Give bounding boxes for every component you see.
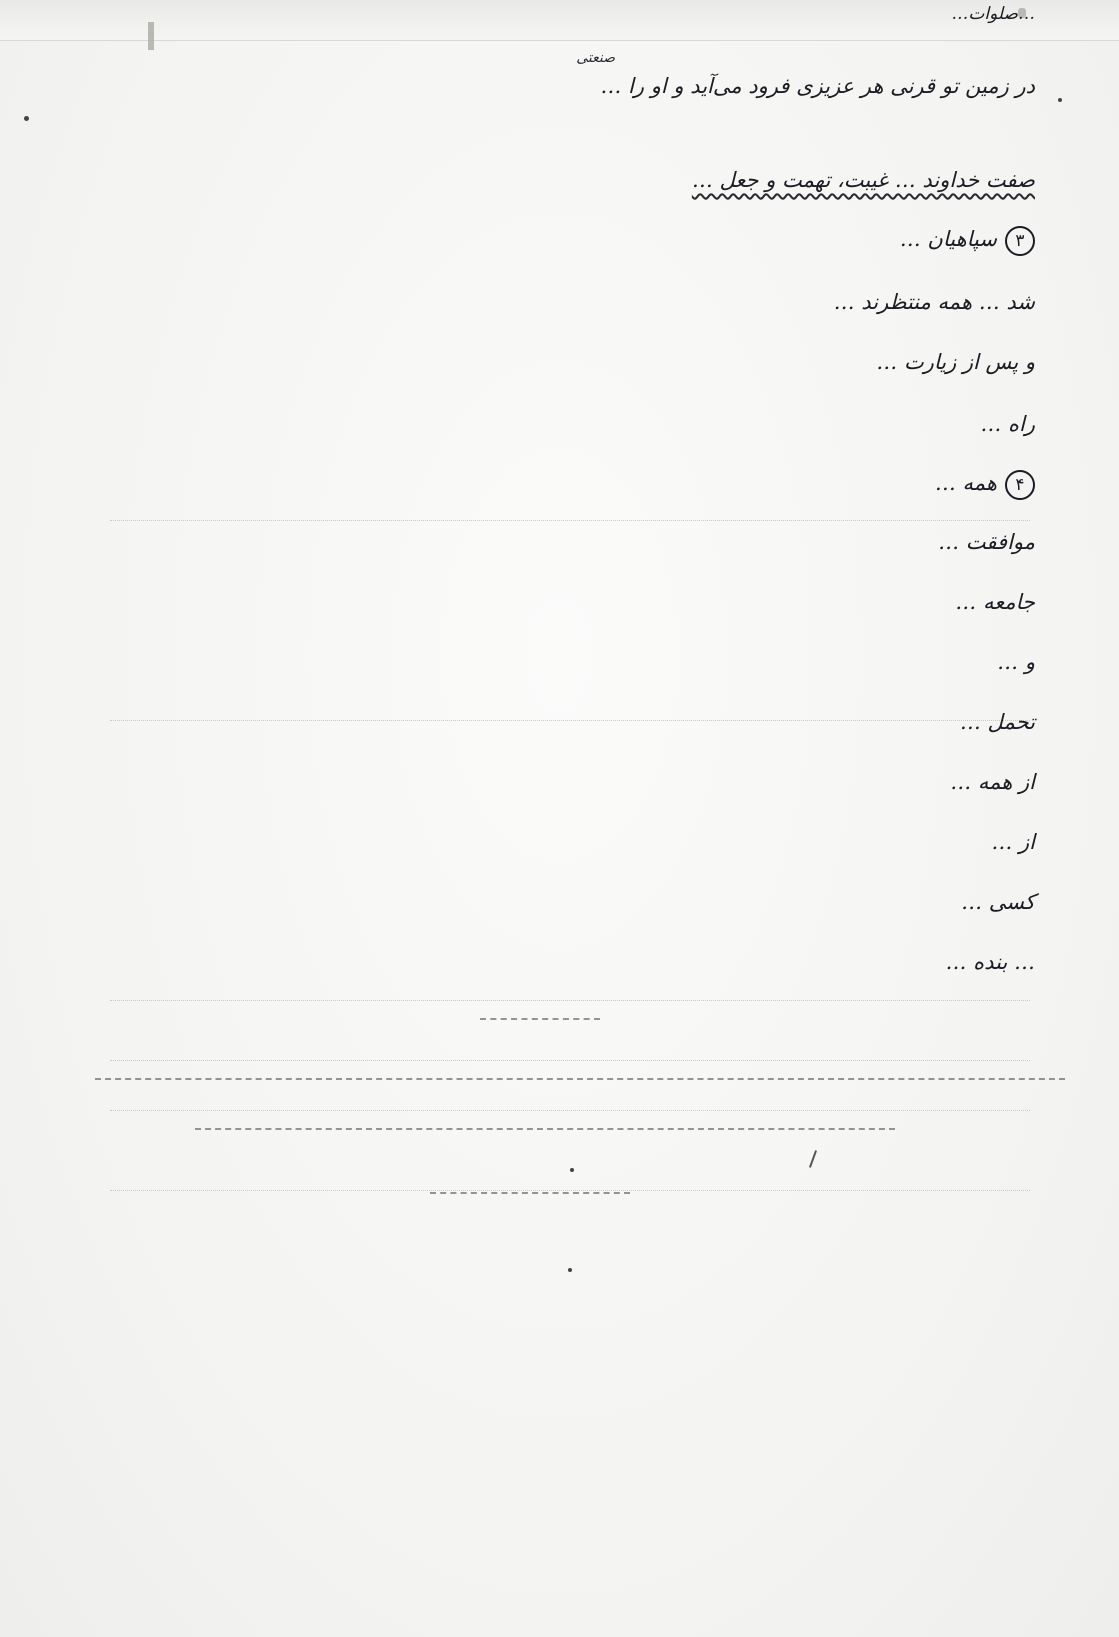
pen-stroke [809, 1150, 817, 1168]
closing-dash-line [430, 1192, 630, 1194]
staple-mark [148, 22, 154, 50]
letter-line-9: جامعه … [955, 590, 1035, 614]
top-cut-line: …صلوات… [951, 4, 1035, 24]
interlinear-insertion: صنعتی [576, 50, 615, 66]
letter-line-5: و پس از زیارت … [876, 350, 1035, 374]
ink-speck [568, 1268, 572, 1272]
letter-line-14: کسی … [961, 890, 1035, 914]
letter-line-11: تحمل … [959, 710, 1035, 734]
letter-line-13: از … [991, 830, 1035, 854]
ink-speck [24, 116, 29, 121]
bleed-through-line [110, 1060, 1030, 1063]
bleed-through-line [110, 520, 1030, 523]
closing-dash-line [480, 1018, 600, 1020]
bleed-through-line [110, 1110, 1030, 1113]
item-number-4: ۴ [1005, 470, 1035, 500]
letter-line-1: در زمین تو قرنی هر عزیزی فرود می‌آید و او را … [600, 74, 1035, 98]
closing-dash-line [195, 1128, 895, 1130]
letter-line-6: راه … [980, 412, 1035, 436]
bleed-through-line [110, 1000, 1030, 1003]
ink-speck [1058, 98, 1062, 102]
letter-line-12: از همه … [950, 770, 1035, 794]
letter-line-8: موافقت … [938, 530, 1035, 554]
letter-line-2: صفت خداوند … غیبت، تهمت و جعل … [691, 168, 1035, 192]
letter-line-7: ۴همه … [95, 470, 1035, 500]
closing-dash-line [95, 1078, 1065, 1080]
letter-line-15: … بنده … [945, 950, 1035, 974]
letter-line-10: و … [997, 650, 1035, 674]
letter-line-4: شد … همه منتظرند … [833, 290, 1035, 314]
letter-line-3: ٣سپاهیان … [95, 226, 1035, 256]
item-number-3: ٣ [1005, 226, 1035, 256]
ink-speck [570, 1168, 574, 1172]
